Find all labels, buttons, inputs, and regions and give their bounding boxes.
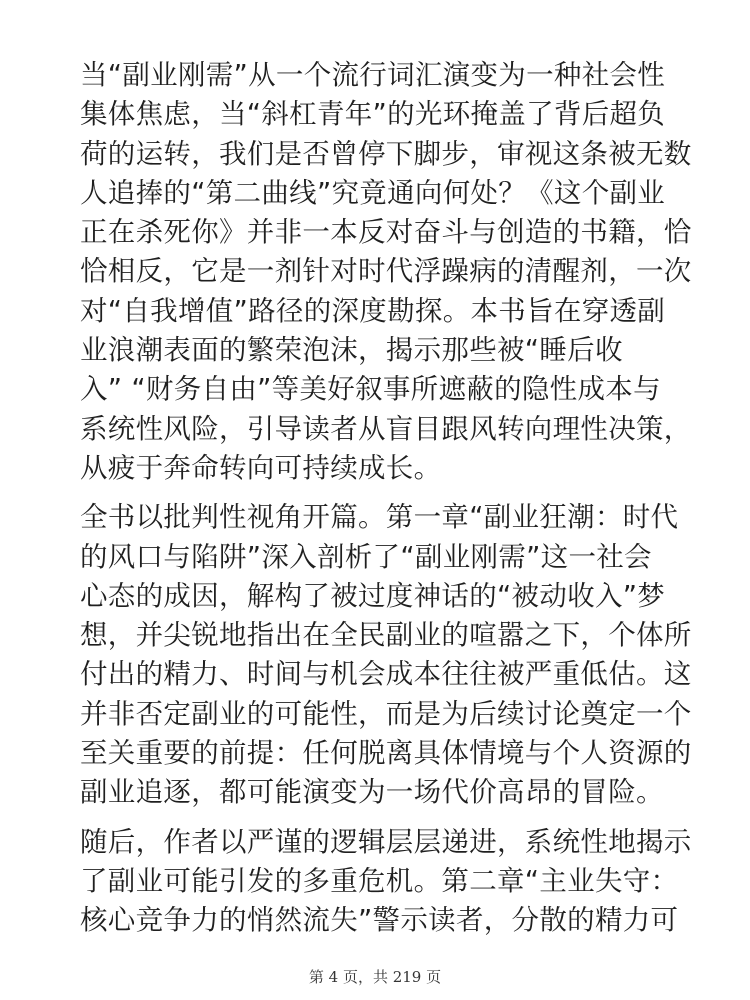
text-line: 业浪潮表面的繁荣泡沫，揭示那些被“睡后收 <box>80 334 623 367</box>
text-line: 正在杀死你》并非一本反对奋斗与创造的书籍，恰 <box>80 216 692 249</box>
text-line: 核心竞争力的悄然流失”警示读者，分散的精力可 <box>80 904 679 937</box>
text-line: 集体焦虑，当“斜杠青年”的光环掩盖了背后超负 <box>80 98 666 131</box>
body-text <box>80 56 692 951</box>
page-number-footer: 第 4 页，共 219 页 <box>308 968 442 986</box>
text-line: 副业追逐，都可能演变为一场代价高昂的冒险。 <box>80 776 664 809</box>
text-line: 想，并尖锐地指出在全民副业的喧嚣之下，个体所 <box>80 619 692 652</box>
text-line: 当“副业刚需”从一个流行词汇演变为一种社会性 <box>80 59 666 91</box>
text-line: 对“自我增值”路径的深度勘探。本书旨在穿透副 <box>80 294 666 327</box>
paragraph-2 <box>80 498 692 812</box>
text-line: 的风口与陷阱”深入剖析了“副业刚需”这一社会 <box>80 540 652 573</box>
text-line: 至关重要的前提：任何脱离具体情境与个人资源的 <box>80 737 692 770</box>
text-line: 入” “财务自由”等美好叙事所遮蔽的隐性成本与 <box>80 373 661 406</box>
text-line: 心态的成因，解构了被过度神话的“被动收入”梦 <box>80 579 666 612</box>
text-line: 人追捧的“第二曲线”究竟通向何处？《这个副业 <box>80 176 666 209</box>
text-line: 付出的精力、时间与机会成本往往被严重低估。这 <box>80 658 692 691</box>
paragraph-1 <box>80 56 692 488</box>
text-line: 从疲于奔命转向可持续成长。 <box>80 451 442 484</box>
text-line: 并非否定副业的可能性，而是为后续讨论奠定一个 <box>80 697 692 730</box>
text-line: 荷的运转，我们是否曾停下脚步，审视这条被无数 <box>80 137 692 170</box>
paragraph-3 <box>80 823 692 941</box>
text-line: 随后，作者以严谨的逻辑层层递进，系统性地揭示 <box>80 825 692 858</box>
text-line: 恰相反，它是一剂针对时代浮躁病的清醒剂，一次 <box>80 255 692 288</box>
text-line: 系统性风险，引导读者从盲目跟风转向理性决策， <box>80 412 692 445</box>
text-line: 全书以批判性视角开篇。第一章“副业狂潮：时代 <box>80 501 679 534</box>
text-line: 了副业可能引发的多重危机。第二章“主业失守： <box>80 864 679 897</box>
